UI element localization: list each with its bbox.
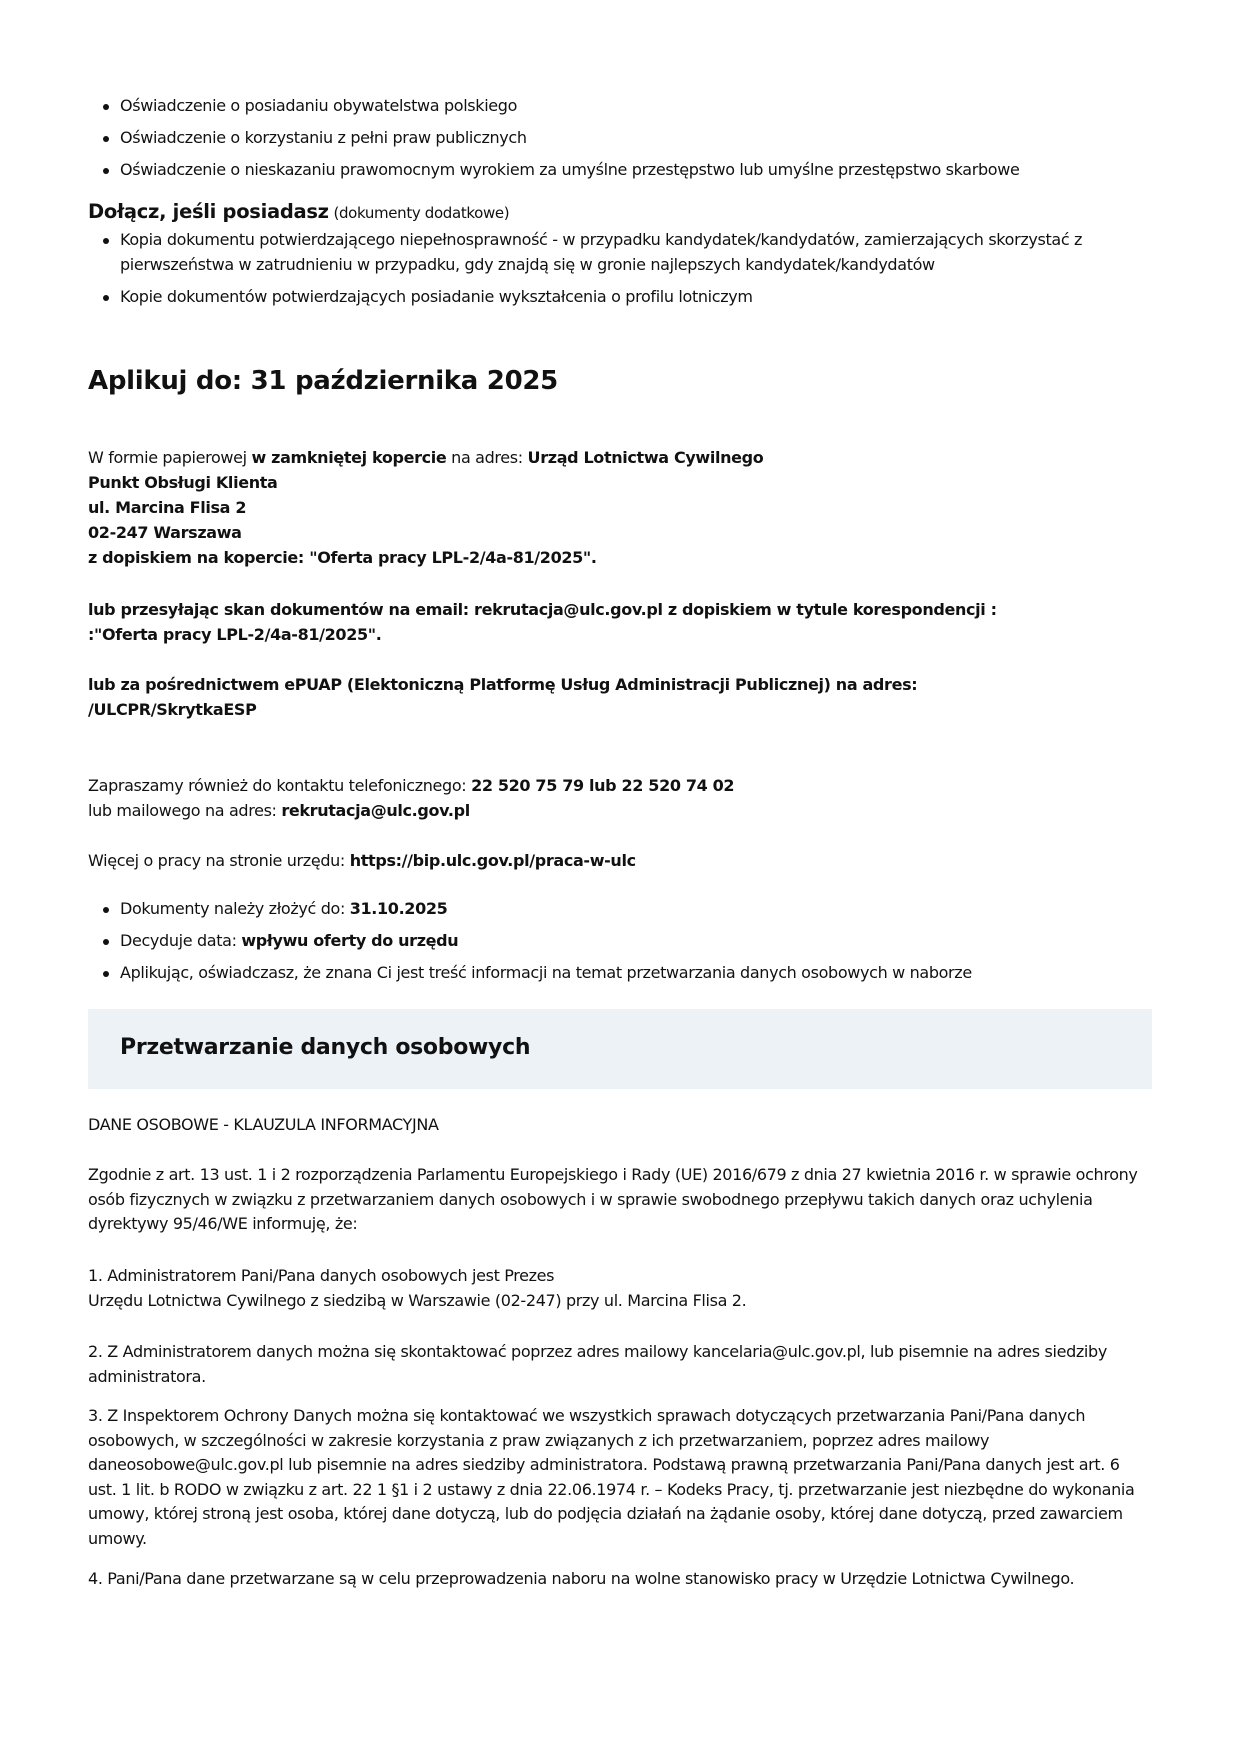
list-item: Kopie dokumentów potwierdzających posiadanie wykształcenia o profilu lotniczym xyxy=(88,285,1152,310)
phone-contact-line: Zapraszamy również do kontaktu telefonicznego: 22 520 75 79 lub 22 520 74 02 xyxy=(88,776,735,795)
epuap-option-line: /ULCPR/SkrytkaESP xyxy=(88,700,257,719)
email-option-line: lub przesyłając skan dokumentów na email: rekrutacja@ulc.gov.pl z dopiskiem w tytule korespondencji : xyxy=(88,600,997,619)
phone-numbers: 22 520 75 79 lub 22 520 74 02 xyxy=(471,776,735,795)
privacy-point-1: 1. Administratorem Pani/Pana danych osobowych jest Prezes Urzędu Lotnictwa Cywilnego z siedzibą w Warszawie (02-247) przy ul. Marcina Flisa 2. xyxy=(88,1266,747,1310)
list-item: Decyduje data: wpływu oferty do urzędu xyxy=(88,929,1152,954)
epuap-submission-block xyxy=(88,672,1152,722)
address-line: 02-247 Warszawa xyxy=(88,523,242,542)
email-submission-block xyxy=(88,597,1152,647)
email-contact-line: lub mailowego na adres: rekrutacja@ulc.gov.pl xyxy=(88,801,470,820)
optional-documents-list xyxy=(88,228,1152,310)
apply-deadline-heading: Aplikuj do: 31 października 2025 xyxy=(88,366,558,396)
contact-email: rekrutacja@ulc.gov.pl xyxy=(281,801,470,820)
privacy-section-title: Przetwarzanie danych osobowych xyxy=(120,1035,531,1060)
list-item: Aplikując, oświadczasz, że znana Ci jest treść informacji na temat przetwarzania danych osobowych w naborze xyxy=(88,961,1152,986)
more-info-line: Więcej o pracy na stronie urzędu: https://bip.ulc.gov.pl/praca-w-ulc xyxy=(88,851,636,870)
privacy-point-3: 3. Z Inspektorem Ochrony Danych można się kontaktować we wszystkich sprawach dotyczących przetwarzania Pani/Pana danych osobowych, w szczególności w zakresie korzystania z praw związanych z ich przetwarzaniem, poprzez adres mailowy daneosobowe@ulc.gov.pl lub pisemnie na adres siedziby administratora. Podstawą prawną przetwarzania Pani/Pana danych jest art. 6 ust. 1 lit. b RODO w związku z art. 22 1 §1 i 2 ustawy z dnia 22.06.1974 r. – Kodeks Pracy, tj. przetwarzanie jest niezbędne do wykonania umowy, której stroną jest osoba, której dane dotyczą, lub do podjęcia działań na żądanie osoby, której dane dotyczą, przed zawarciem umowy. xyxy=(88,1406,1135,1548)
privacy-point-4: 4. Pani/Pana dane przetwarzane są w celu przeprowadzenia naboru na wolne stanowisko pracy w Urzędzie Lotnictwa Cywilnego. xyxy=(88,1569,1075,1588)
privacy-section-header xyxy=(88,1009,1152,1089)
privacy-intro-paragraph: Zgodnie z art. 13 ust. 1 i 2 rozporządzenia Parlamentu Europejskiego i Rady (UE) 2016/679 z dnia 27 kwietnia 2016 r. w sprawie ochrony osób fizycznych w związku z przetwarzaniem danych osobowych i w sprawie swobodnego przepływu takich danych oraz uchylenia dyrektywy 95/46/WE informuję, że: xyxy=(88,1165,1138,1234)
contact-block xyxy=(88,773,1152,823)
paper-submission-block xyxy=(88,445,1152,570)
paper-submission-intro: W formie papierowej w zamkniętej kopercie na adres: Urząd Lotnictwa Cywilnego xyxy=(88,448,764,467)
required-documents-list xyxy=(88,94,1152,183)
list-item: Dokumenty należy złożyć do: 31.10.2025 xyxy=(88,897,1152,922)
list-item: Kopia dokumentu potwierdzającego niepełnosprawność - w przypadku kandydatek/kandydatów, zamierzających skorzystać z pierwszeństwa w zatrudnieniu w przypadku, gdy znajdą się w gronie najlepszych kandydatek/kandydatów xyxy=(88,228,1152,277)
email-option-line: :"Oferta pracy LPL-2/4a-81/2025". xyxy=(88,625,382,644)
optional-documents-heading: Dołącz, jeśli posiadasz (dokumenty dodatkowe) xyxy=(88,200,510,223)
list-item: Oświadczenie o posiadaniu obywatelstwa polskiego xyxy=(88,94,1152,119)
clause-title: DANE OSOBOWE - KLAUZULA INFORMACYJNA xyxy=(88,1115,439,1134)
deadline-info-list xyxy=(88,897,1152,986)
address-line: Punkt Obsługi Klienta xyxy=(88,473,278,492)
careers-link[interactable]: https://bip.ulc.gov.pl/praca-w-ulc xyxy=(349,851,636,870)
envelope-note: z dopiskiem na kopercie: "Oferta pracy LPL-2/4a-81/2025". xyxy=(88,548,597,567)
list-item: Oświadczenie o korzystaniu z pełni praw publicznych xyxy=(88,126,1152,151)
epuap-option-line: lub za pośrednictwem ePUAP (Elektoniczną Platformę Usług Administracji Publicznej) na adres: xyxy=(88,675,918,694)
list-item: Oświadczenie o nieskazaniu prawomocnym wyrokiem za umyślne przestępstwo lub umyślne przestępstwo skarbowe xyxy=(88,158,1152,183)
address-line: ul. Marcina Flisa 2 xyxy=(88,498,247,517)
privacy-point-2: 2. Z Administratorem danych można się skontaktować poprzez adres mailowy kancelaria@ulc.gov.pl, lub pisemnie na adres siedziby administratora. xyxy=(88,1342,1107,1386)
